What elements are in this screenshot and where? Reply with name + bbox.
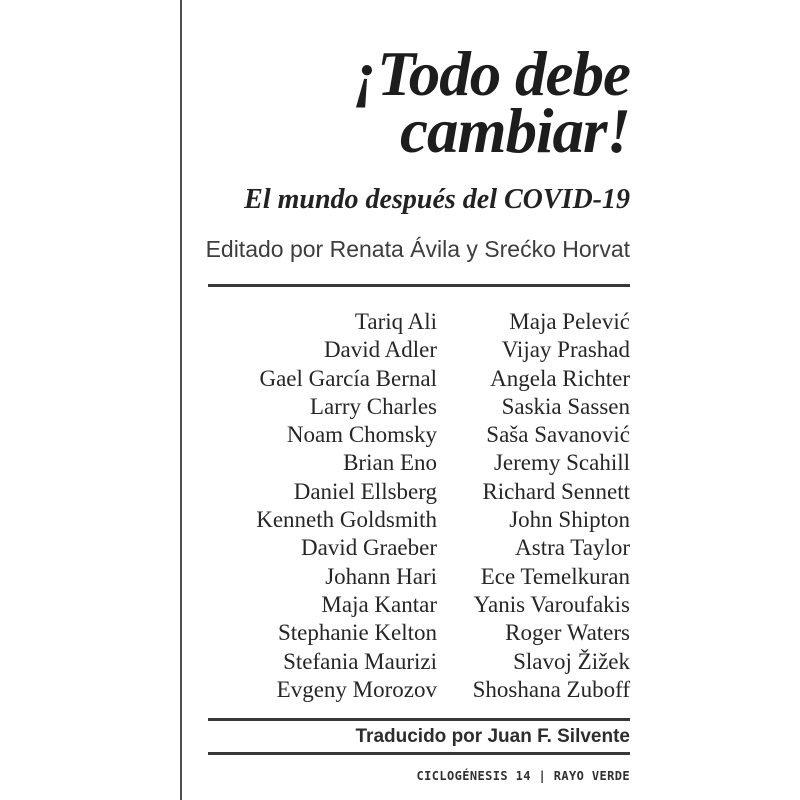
separator-rule-middle xyxy=(208,718,630,721)
separator-rule-bottom xyxy=(208,752,630,755)
editors-line: Editado por Renata Ávila y Srećko Horvat xyxy=(205,236,630,262)
contributor-name: Noam Chomsky xyxy=(286,422,437,448)
contributor-name: David Adler xyxy=(323,337,437,363)
contributor-name: Brian Eno xyxy=(343,450,437,476)
contributor-name: Richard Sennett xyxy=(482,478,630,504)
contributor-name: Jeremy Scahill xyxy=(493,450,630,476)
spine-rule xyxy=(180,0,182,800)
contributor-name: Roger Waters xyxy=(505,620,630,646)
book-title xyxy=(353,39,630,166)
separator-rule-top xyxy=(208,284,630,287)
imprint-line: CICLOGÉNESIS 14 | RAYO VERDE xyxy=(416,769,630,783)
contributor-name: John Shipton xyxy=(509,507,630,533)
contributor-name: Maja Pelević xyxy=(509,309,630,334)
contributor-name: Stefania Maurizi xyxy=(283,648,437,674)
contributor-name: Angela Richter xyxy=(490,365,630,391)
translator-line: Traducido por Juan F. Silvente xyxy=(355,726,630,747)
contributor-name: Gael García Bernal xyxy=(259,365,437,391)
contributor-name: Ece Temelkuran xyxy=(480,563,630,589)
title-line-1: ¡Todo debe xyxy=(353,39,630,109)
contributor-name: Johann Hari xyxy=(325,563,437,589)
contributor-name: Saskia Sassen xyxy=(501,393,630,419)
contributor-name: David Graeber xyxy=(300,535,437,561)
contributor-name: Yanis Varoufakis xyxy=(473,591,630,617)
contributor-name: Astra Taylor xyxy=(515,535,630,561)
contributors-column-left xyxy=(256,308,437,704)
contributor-name: Maja Kantar xyxy=(321,591,437,617)
contributor-name: Stephanie Kelton xyxy=(277,620,437,646)
contributor-name: Saša Savanović xyxy=(486,422,630,448)
contributor-name: Evgeny Morozov xyxy=(276,676,437,702)
contributor-name: Daniel Ellsberg xyxy=(293,478,437,504)
contributor-name: Kenneth Goldsmith xyxy=(256,507,437,533)
contributor-name: Shoshana Zuboff xyxy=(472,676,630,702)
contributor-name: Tariq Ali xyxy=(354,309,437,334)
contributor-name: Slavoj Žižek xyxy=(513,648,630,674)
contributor-name: Larry Charles xyxy=(309,393,437,419)
title-line-2: cambiar! xyxy=(399,96,630,166)
book-subtitle: El mundo después del COVID-19 xyxy=(244,184,630,215)
contributors-column-right xyxy=(473,308,630,704)
contributor-name: Vijay Prashad xyxy=(501,337,630,363)
